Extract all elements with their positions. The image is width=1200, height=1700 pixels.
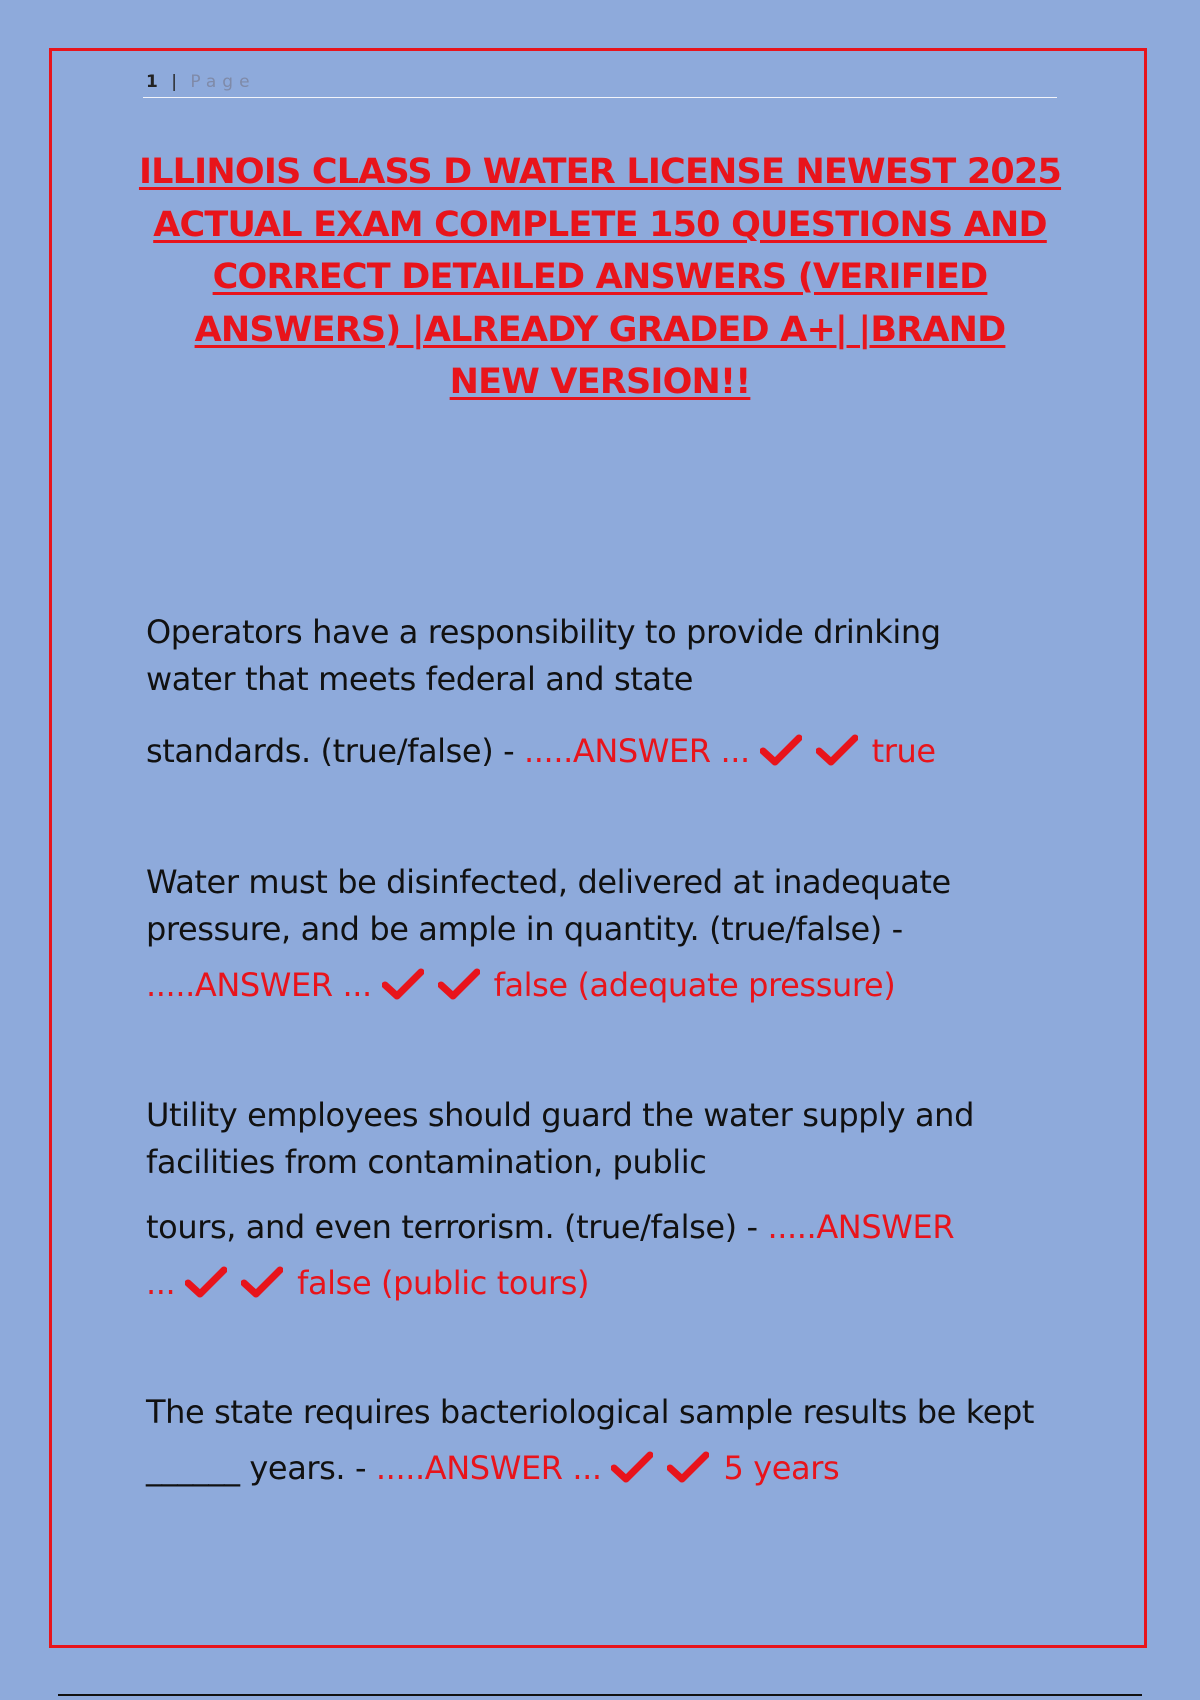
- answer-marker: .....ANSWER: [767, 1208, 955, 1246]
- question-text: tours, and even terrorism. (true/false) -: [146, 1208, 768, 1246]
- question-text: ______ years. -: [146, 1449, 376, 1487]
- check-icon: [611, 1451, 653, 1483]
- question-answer-line: [146, 732, 1076, 770]
- question-text: pressure, and be ample in quantity. (true/false) -: [146, 910, 903, 948]
- question-answer-line: [146, 1208, 1076, 1264]
- question-text: water that meets federal and state: [146, 660, 694, 698]
- answer-text: false (public tours): [297, 1264, 590, 1302]
- check-icon: [382, 968, 424, 1000]
- title-line: ANSWERS) |ALREADY GRADED A+| |BRAND: [194, 309, 1006, 350]
- answer-text: false (adequate pressure): [493, 966, 896, 1004]
- question-block-3: [146, 1096, 1076, 1302]
- check-icon: [241, 1266, 283, 1298]
- question-text: standards. (true/false) -: [146, 732, 524, 770]
- check-icon: [185, 1266, 227, 1298]
- check-icon: [667, 1451, 709, 1483]
- question-text: Operators have a responsibility to provide drinking: [146, 613, 941, 651]
- title-line: CORRECT DETAILED ANSWERS (VERIFIED: [212, 257, 988, 297]
- title-line: ACTUAL EXAM COMPLETE 150 QUESTIONS AND: [153, 204, 1047, 245]
- answer-marker: ...: [146, 1264, 176, 1302]
- question-block-4: [146, 1393, 1076, 1487]
- question-text: The state requires bacteriological sample results be kept: [146, 1393, 1035, 1431]
- answer-text: true: [871, 732, 936, 770]
- check-icon: [760, 734, 802, 766]
- question-answer-line: [146, 1449, 1076, 1487]
- bottom-rule: [58, 1694, 1142, 1696]
- question-block-2: [146, 863, 1076, 1004]
- question-text: facilities from contamination, public: [146, 1143, 707, 1181]
- header-rule: [143, 97, 1057, 98]
- answer-text: 5 years: [723, 1449, 840, 1487]
- answer-line: [146, 1264, 1076, 1302]
- page-number: 1: [146, 72, 162, 92]
- document-title: [130, 146, 1070, 409]
- question-text: Utility employees should guard the water supply and: [146, 1096, 974, 1134]
- answer-marker: .....ANSWER ...: [524, 732, 750, 770]
- answer-marker: .....ANSWER ...: [375, 1449, 602, 1487]
- title-line: ILLINOIS CLASS D WATER LICENSE NEWEST 2025: [138, 152, 1062, 192]
- page-word: Page: [190, 72, 256, 92]
- page-separator: |: [171, 72, 181, 92]
- question-answer-line: [146, 966, 1076, 1004]
- question-block-1: [146, 613, 1076, 770]
- check-icon: [816, 734, 858, 766]
- question-text: Water must be disinfected, delivered at inadequate: [146, 863, 951, 901]
- answer-marker: .....ANSWER ...: [146, 966, 372, 1004]
- check-icon: [438, 968, 480, 1000]
- page-number-header: [146, 72, 256, 92]
- title-line: NEW VERSION!!: [449, 362, 751, 402]
